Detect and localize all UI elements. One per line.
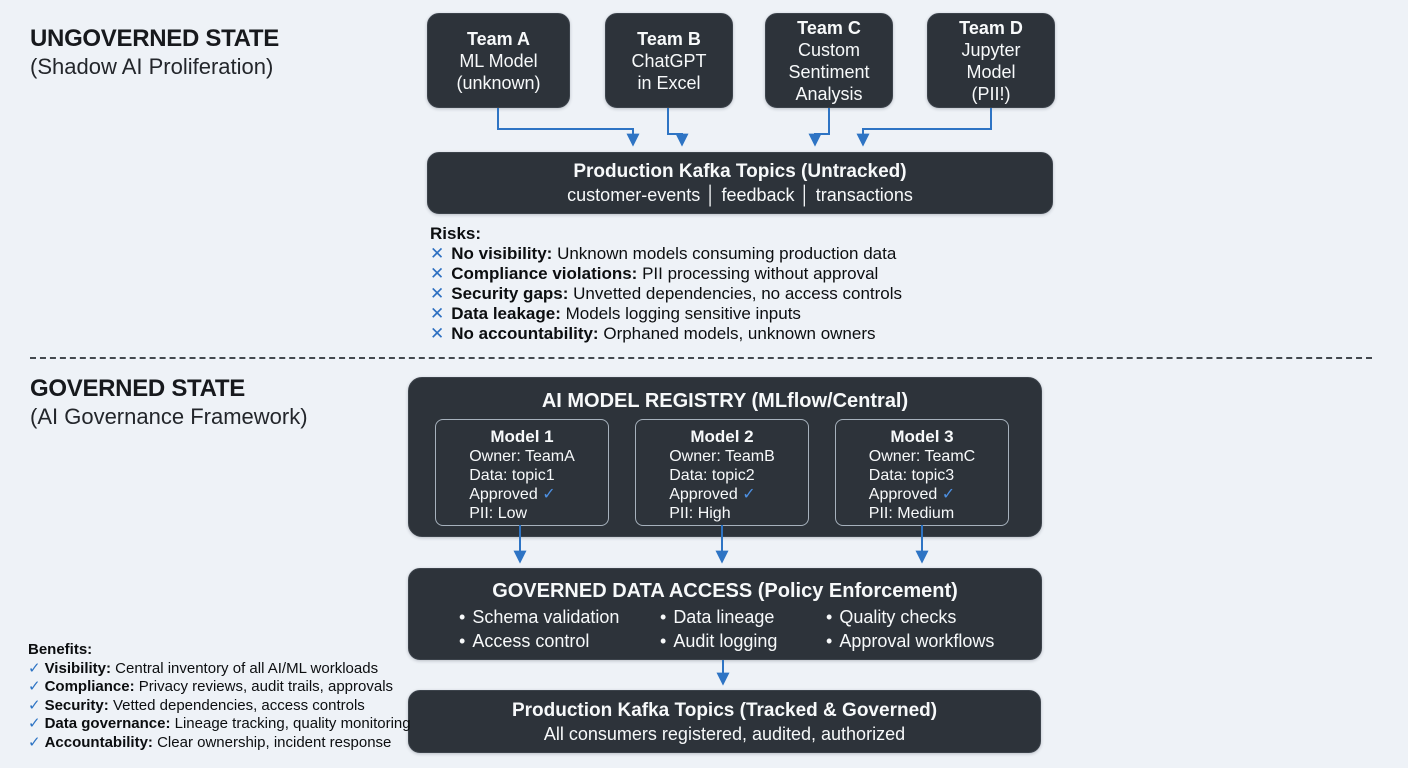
- model-1-pii: PII: Low: [469, 505, 528, 522]
- access-column-2: [660, 605, 777, 653]
- check-icon: ✓: [28, 715, 41, 732]
- x-mark-icon: ✕: [430, 304, 445, 323]
- team-c-line: Custom: [797, 39, 860, 60]
- benefit-item: [28, 660, 411, 679]
- benefits-list: [28, 641, 411, 752]
- team-d-name: Team D: [959, 17, 1023, 38]
- benefit-item: [28, 697, 411, 716]
- team-b-name: Team B: [637, 28, 701, 49]
- benefit-item: [28, 734, 411, 753]
- kafka-governed-title: Production Kafka Topics (Tracked & Governed): [511, 699, 938, 721]
- arrow-team-d-to-kafka: [863, 108, 991, 144]
- x-mark-icon: ✕: [430, 264, 445, 283]
- governed-subtitle: (AI Governance Framework): [30, 404, 308, 429]
- risk-desc: Models logging sensitive inputs: [565, 304, 801, 323]
- governed-state-label: [30, 374, 308, 431]
- risks-list: [430, 224, 902, 344]
- risk-item: [430, 244, 902, 264]
- approved-label: Approved: [469, 486, 538, 503]
- benefit-term: Visibility:: [44, 659, 111, 677]
- risk-item: [430, 324, 902, 344]
- team-a-line: ML Model: [459, 50, 538, 71]
- team-b-line: in Excel: [637, 72, 701, 93]
- model-3-owner: Owner: TeamC: [868, 448, 976, 465]
- arrow-team-a-to-kafka: [498, 108, 633, 144]
- risk-desc: PII processing without approval: [642, 264, 879, 283]
- benefit-term: Security:: [44, 696, 109, 714]
- kafka-governed-box: [408, 690, 1041, 753]
- benefit-item: [28, 715, 411, 734]
- benefits-heading: Benefits:: [28, 641, 93, 658]
- kafka-untracked-title: Production Kafka Topics (Untracked): [573, 161, 907, 182]
- model-2-owner: Owner: TeamB: [669, 448, 775, 465]
- team-d-line: Model: [966, 61, 1016, 82]
- check-icon: ✓: [941, 486, 956, 503]
- check-icon: ✓: [28, 678, 41, 695]
- team-b-line: ChatGPT: [631, 50, 707, 71]
- model-2-name: Model 2: [690, 427, 754, 446]
- x-mark-icon: ✕: [430, 324, 445, 343]
- kafka-untracked-box: [427, 152, 1053, 214]
- governed-data-access-box: [408, 568, 1042, 660]
- team-c-line: Sentiment: [788, 61, 870, 82]
- risk-item: [430, 284, 902, 304]
- bullet-icon: •: [826, 607, 833, 627]
- access-bullet: • Data lineage: [660, 607, 775, 627]
- risk-item: [430, 304, 902, 324]
- access-bullet: • Quality checks: [826, 607, 957, 627]
- arrow-team-c-to-kafka: [815, 108, 829, 144]
- model-3-pii: PII: Medium: [868, 505, 955, 522]
- risk-term: No accountability:: [451, 324, 599, 343]
- team-c-name: Team C: [797, 17, 861, 38]
- ungoverned-title: UNGOVERNED STATE: [30, 25, 279, 52]
- benefit-term: Data governance:: [44, 715, 171, 732]
- benefit-term: Compliance:: [44, 678, 135, 695]
- ai-model-registry-box: [408, 377, 1042, 537]
- access-bullet: • Schema validation: [459, 607, 620, 627]
- benefit-desc: Central inventory of all AI/ML workloads: [115, 659, 379, 677]
- model-1-approved: [469, 485, 575, 504]
- approved-label: Approved: [669, 486, 738, 503]
- check-icon: ✓: [28, 733, 41, 751]
- arrow-team-b-to-kafka: [668, 108, 682, 144]
- approved-label: Approved: [868, 486, 938, 503]
- bullet-icon: •: [660, 631, 667, 651]
- model-3-data: Data: topic3: [868, 467, 955, 484]
- access-bullet: • Audit logging: [660, 631, 778, 651]
- access-bullet: • Approval workflows: [826, 631, 995, 651]
- bullet-icon: •: [660, 607, 667, 627]
- model-2-data: Data: topic2: [669, 467, 755, 484]
- access-column-3: [826, 605, 994, 653]
- risk-desc: Unvetted dependencies, no access controls: [573, 284, 903, 303]
- model-2-pii: PII: High: [669, 505, 731, 522]
- model-1-owner: Owner: TeamA: [469, 448, 575, 465]
- access-column-1: [459, 605, 619, 653]
- benefit-desc: Vetted dependencies, access controls: [112, 696, 365, 714]
- benefit-term: Accountability:: [44, 733, 153, 751]
- model-3-card: [835, 419, 1009, 526]
- check-icon: ✓: [742, 486, 756, 503]
- model-3-approved: [869, 485, 975, 504]
- team-d-line: Jupyter: [961, 39, 1021, 60]
- team-b-box: [605, 13, 733, 108]
- governed-title: GOVERNED STATE: [30, 375, 245, 402]
- benefit-desc: Clear ownership, incident response: [157, 733, 392, 751]
- risk-term: No visibility:: [451, 244, 553, 263]
- risk-desc: Orphaned models, unknown owners: [603, 324, 876, 343]
- team-a-line: (unknown): [456, 72, 541, 93]
- kafka-untracked-topics: customer-events │ feedback │ transactions: [567, 185, 913, 205]
- team-d-line: (PII!): [971, 83, 1011, 104]
- model-1-data: Data: topic1: [469, 467, 555, 484]
- x-mark-icon: ✕: [430, 244, 445, 263]
- bullet-icon: •: [826, 631, 833, 651]
- check-icon: ✓: [28, 659, 41, 677]
- section-divider: [30, 357, 1372, 359]
- model-2-card: [635, 419, 809, 526]
- team-d-box: [927, 13, 1055, 108]
- risk-desc: Unknown models consuming production data: [557, 244, 897, 263]
- check-icon: ✓: [28, 696, 41, 714]
- ungoverned-subtitle: (Shadow AI Proliferation): [30, 54, 274, 79]
- check-icon: ✓: [542, 486, 556, 503]
- kafka-governed-subtitle: All consumers registered, audited, authorized: [543, 723, 906, 744]
- team-c-line: Analysis: [795, 83, 863, 104]
- risk-term: Data leakage:: [451, 304, 561, 323]
- access-title: GOVERNED DATA ACCESS (Policy Enforcement): [492, 580, 958, 602]
- risk-term: Security gaps:: [451, 284, 569, 303]
- registry-title: AI MODEL REGISTRY (MLflow/Central): [541, 390, 909, 412]
- benefit-item: [28, 678, 411, 697]
- ungoverned-state-label: [30, 24, 279, 81]
- access-bullet: • Access control: [459, 631, 590, 651]
- x-mark-icon: ✕: [430, 284, 445, 303]
- model-3-name: Model 3: [890, 427, 954, 446]
- model-1-card: [435, 419, 609, 526]
- benefit-desc: Lineage tracking, quality monitoring: [174, 715, 411, 732]
- team-a-name: Team A: [466, 28, 531, 49]
- risk-item: [430, 264, 902, 284]
- benefit-desc: Privacy reviews, audit trails, approvals: [138, 678, 394, 695]
- team-a-box: [427, 13, 570, 108]
- risk-term: Compliance violations:: [451, 264, 638, 283]
- bullet-icon: •: [459, 607, 466, 627]
- team-c-box: [765, 13, 893, 108]
- model-2-approved: [669, 485, 775, 504]
- risks-heading: Risks:: [430, 224, 482, 243]
- bullet-icon: •: [459, 631, 466, 651]
- model-1-name: Model 1: [490, 427, 554, 446]
